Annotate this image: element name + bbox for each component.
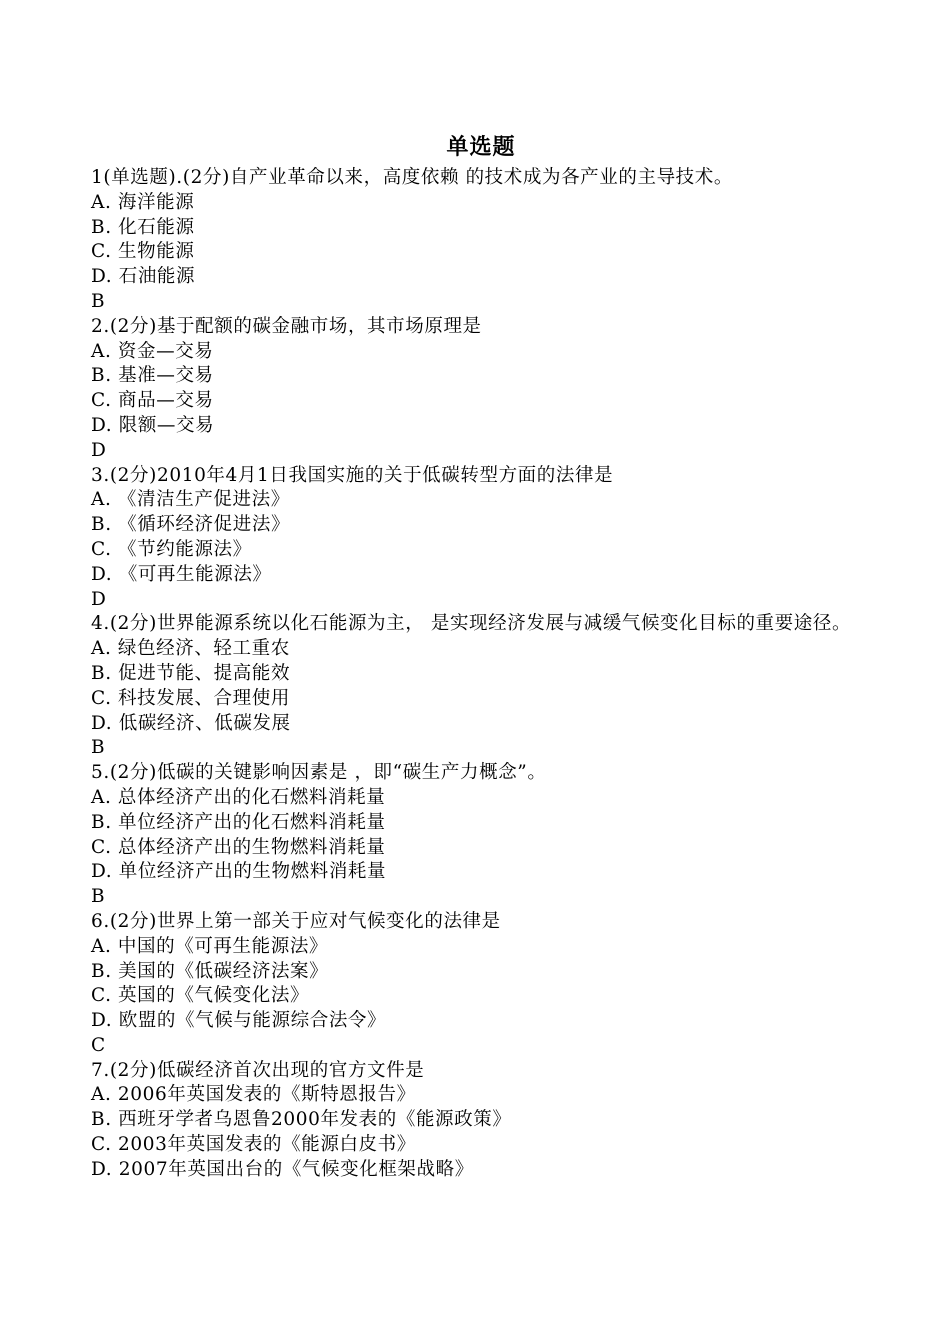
option-d: D. 石油能源 <box>91 266 196 288</box>
answer: C <box>91 1034 106 1056</box>
option-d: D. 限额—交易 <box>91 414 215 436</box>
question-stem: 7.(2分)低碳经济首次出现的官方文件是 <box>91 1059 425 1081</box>
question-stem: 3.(2分)2010年4月1日我国实施的关于低碳转型方面的法律是 <box>91 464 614 486</box>
option-a: A. 中国的《可再生能源法》 <box>91 935 329 957</box>
option-d: D. 2007年英国出台的《气候变化框架战略》 <box>91 1158 474 1180</box>
option-b: B. 单位经济产出的化石燃料消耗量 <box>91 811 386 833</box>
answer: B <box>91 737 106 759</box>
option-c: C. 英国的《气候变化法》 <box>91 985 310 1007</box>
option-c: C. 科技发展、合理使用 <box>91 687 290 709</box>
option-c: C. 《节约能源法》 <box>91 538 252 560</box>
question-stem: 6.(2分)世界上第一部关于应对气候变化的法律是 <box>91 910 501 932</box>
question-stem: 2.(2分)基于配额的碳金融市场，其市场原理是 <box>91 315 482 337</box>
option-d: D. 欧盟的《气候与能源综合法令》 <box>91 1010 387 1032</box>
question-block <box>91 612 871 761</box>
answer: D <box>91 439 107 461</box>
answer: D <box>91 588 107 610</box>
option-b: B. 美国的《低碳经济法案》 <box>91 960 329 982</box>
option-b: B. 基准—交易 <box>91 365 214 387</box>
option-b: B. 化石能源 <box>91 216 195 238</box>
option-c: C. 生物能源 <box>91 241 195 263</box>
option-a: A. 资金—交易 <box>91 340 214 362</box>
option-c: C. 总体经济产出的生物燃料消耗量 <box>91 836 386 858</box>
option-c: C. 商品—交易 <box>91 390 214 412</box>
question-block <box>91 910 871 1059</box>
answer: B <box>91 290 106 312</box>
option-d: D. 低碳经济、低碳发展 <box>91 712 291 734</box>
option-d: D. 单位经济产出的生物燃料消耗量 <box>91 861 387 883</box>
question-stem: 1(单选题).(2分)自产业革命以来，高度依赖 的技术成为各产业的主导技术。 <box>91 167 733 188</box>
answer: B <box>91 886 106 908</box>
option-a: A. 总体经济产出的化石燃料消耗量 <box>91 786 386 808</box>
question-block <box>91 315 871 464</box>
option-a: A. 2006年英国发表的《斯特恩报告》 <box>91 1084 416 1106</box>
option-a: A. 海洋能源 <box>91 191 195 213</box>
option-d: D. 《可再生能源法》 <box>91 563 272 585</box>
question-block <box>91 761 871 910</box>
option-a: A. 《清洁生产促进法》 <box>91 489 290 511</box>
question-stem: 5.(2分)低碳的关键影响因素是 ，即“碳生产力概念”。 <box>91 762 547 784</box>
option-a: A. 绿色经济、轻工重农 <box>91 638 290 660</box>
question-block <box>91 1059 871 1183</box>
option-c: C. 2003年英国发表的《能源白皮书》 <box>91 1134 416 1156</box>
document-page <box>91 132 871 1183</box>
option-b: B. 西班牙学者乌恩鲁2000年发表的《能源政策》 <box>91 1109 512 1131</box>
section-title: 单选题 <box>446 135 516 160</box>
option-b: B. 促进节能、提高能效 <box>91 662 291 684</box>
option-b: B. 《循环经济促进法》 <box>91 514 291 536</box>
question-block <box>91 464 871 613</box>
question-stem: 4.(2分)世界能源系统以化石能源为主， 是实现经济发展与减缓气候变化目标的重要途径。 <box>91 613 852 635</box>
question-block <box>91 166 871 315</box>
